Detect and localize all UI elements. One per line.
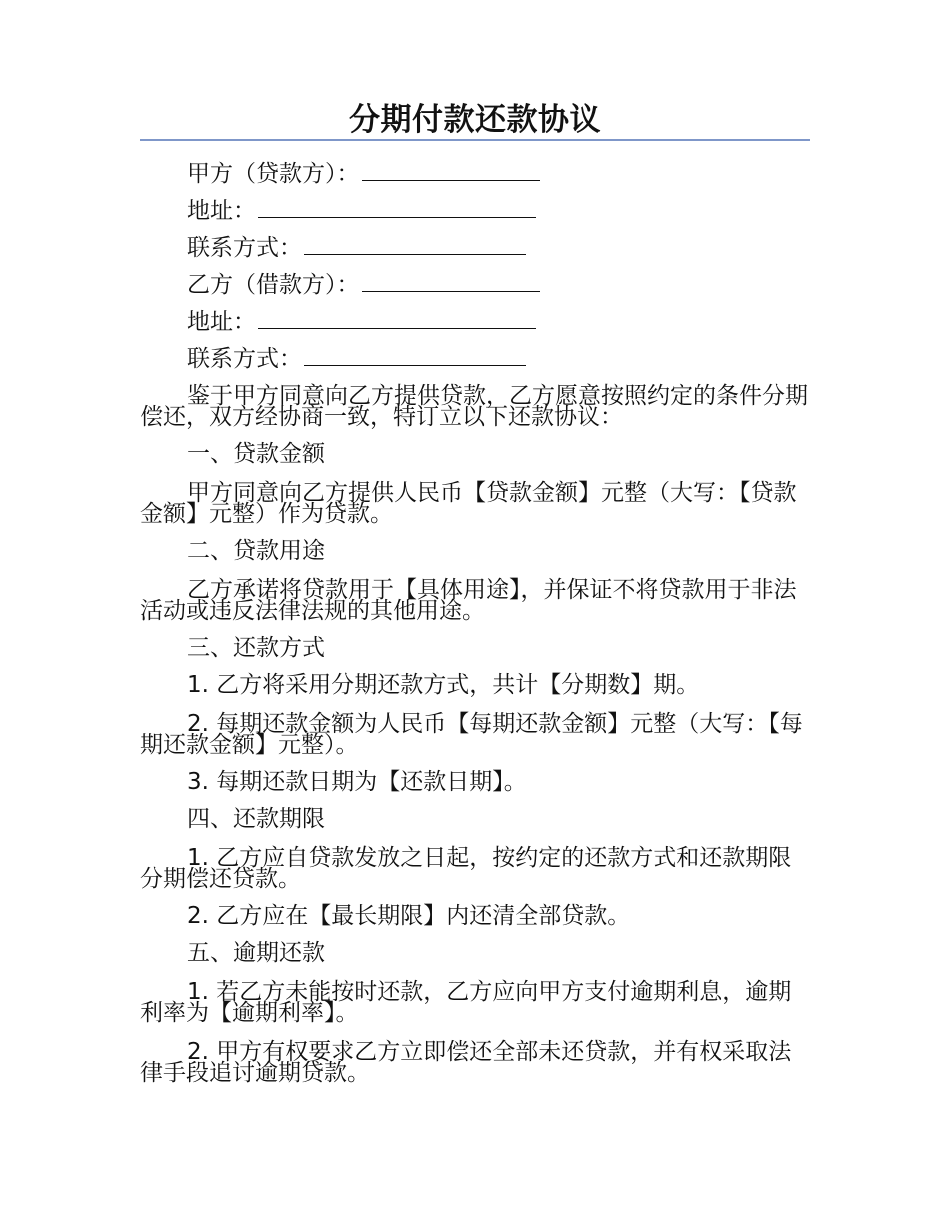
party-a-address-blank — [258, 191, 536, 218]
section-4-heading: 四、还款期限 — [187, 806, 325, 832]
party-b-address-field — [140, 302, 810, 339]
section-5-paragraph-1: 1. 若乙方未能按时还款，乙方应向甲方支付逾期利息，逾期利率为【逾期利率】。 — [140, 979, 792, 1026]
section-1-paragraph-1: 甲方同意向乙方提供人民币【贷款金额】元整（大写：【贷款金额】元整）作为贷款。 — [140, 480, 797, 527]
party-b-label: 乙方（借款方）： — [187, 272, 360, 298]
party-b-blank — [362, 265, 540, 292]
party-b-contact-label: 联系方式： — [187, 346, 302, 372]
section-5-heading: 五、逾期还款 — [187, 940, 325, 966]
party-b-contact-blank — [304, 339, 526, 366]
party-a-address-label: 地址： — [187, 198, 256, 224]
party-a-contact-label: 联系方式： — [187, 235, 302, 261]
section-4-paragraph-2: 2. 乙方应在【最长期限】内还清全部贷款。 — [187, 903, 631, 929]
section-3-paragraph-2: 2. 每期还款金额为人民币【每期还款金额】元整（大写：【每期还款金额】元整）。 — [140, 711, 803, 758]
party-a-field — [140, 154, 810, 191]
section-4-paragraph-1: 1. 乙方应自贷款发放之日起，按约定的还款方式和还款期限分期偿还贷款。 — [140, 845, 792, 892]
party-a-address-field — [140, 191, 810, 228]
section-5-paragraph-2: 2. 甲方有权要求乙方立即偿还全部未还贷款，并有权采取法律手段追讨逾期贷款。 — [140, 1039, 792, 1086]
party-b-field — [140, 265, 810, 302]
party-a-label: 甲方（贷款方）： — [187, 161, 360, 187]
title-underline — [140, 139, 810, 141]
section-3-paragraph-3: 3. 每期还款日期为【还款日期】。 — [187, 769, 527, 795]
party-a-contact-field — [140, 228, 810, 265]
party-a-contact-blank — [304, 228, 526, 255]
party-b-address-label: 地址： — [187, 309, 256, 335]
section-3-heading: 三、还款方式 — [187, 635, 325, 661]
section-1-heading: 一、贷款金额 — [187, 441, 325, 467]
party-a-blank — [362, 154, 540, 181]
party-b-address-blank — [258, 302, 536, 329]
document-body — [140, 154, 810, 1092]
section-2-heading: 二、贷款用途 — [187, 538, 325, 564]
section-3-paragraph-1: 1. 乙方将采用分期还款方式，共计【分期数】期。 — [187, 672, 700, 698]
document-title: 分期付款还款协议 — [349, 102, 601, 138]
party-b-contact-field — [140, 339, 810, 376]
intro-paragraph: 鉴于甲方同意向乙方提供贷款，乙方愿意按照约定的条件分期偿还，双方经协商一致，特订立以下还款协议： — [140, 383, 808, 430]
section-2-paragraph-1: 乙方承诺将贷款用于【具体用途】，并保证不将贷款用于非法活动或违反法律法规的其他用途。 — [140, 577, 797, 624]
